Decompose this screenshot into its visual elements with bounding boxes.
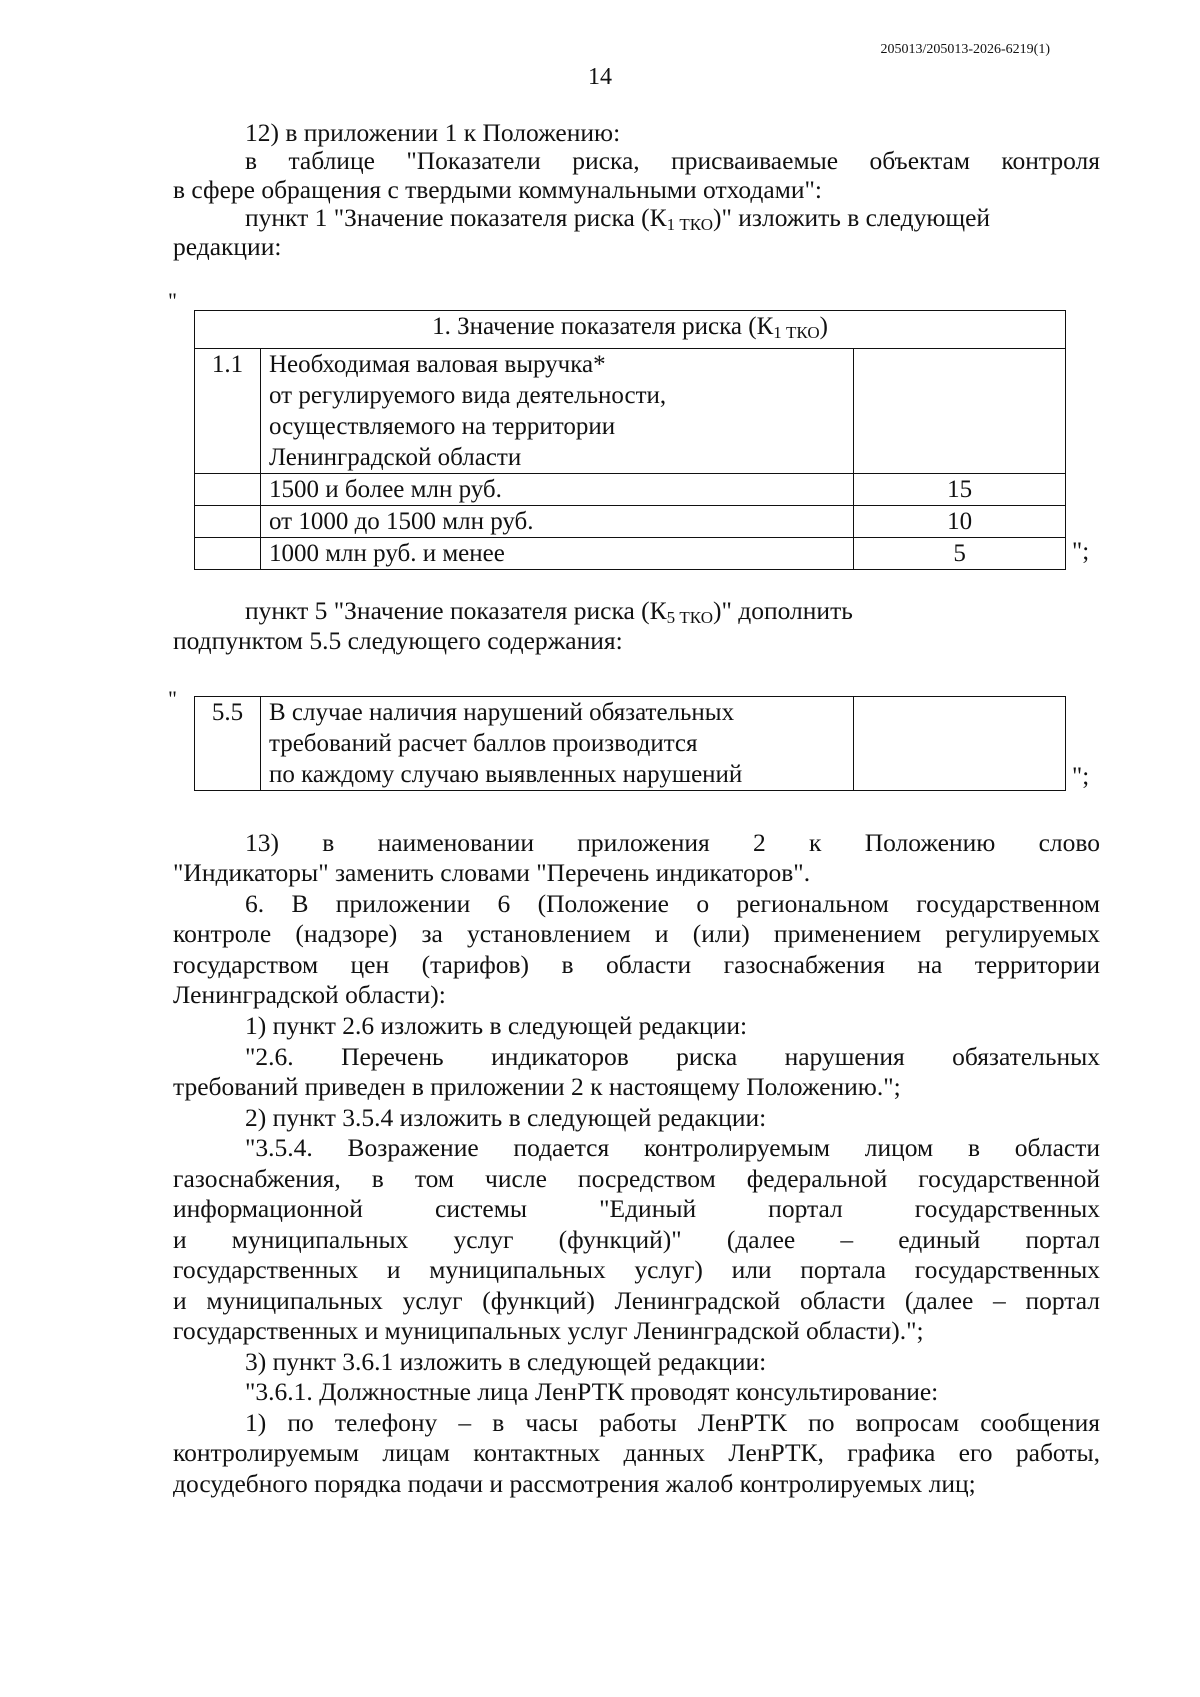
table-row xyxy=(195,506,1066,538)
text-line: государственных и муниципальных услуг) или портала государственных xyxy=(173,1255,1100,1284)
text-line: и муниципальных услуг (функций)" (далее – единый портал xyxy=(173,1225,1100,1254)
text-line: и муниципальных услуг (функций) Ленинградской области (далее – портал xyxy=(173,1286,1100,1315)
close-quote: "; xyxy=(1072,538,1090,565)
text-line: требований приведен в приложении 2 к настоящему Положению."; xyxy=(173,1072,901,1101)
row-label: 1500 и более млн руб. xyxy=(260,474,853,506)
text-line: пункт 5 "Значение показателя риска $(К_{5 ТКО})$" дополнить xyxy=(245,596,853,627)
open-quote: " xyxy=(168,686,177,711)
table-row xyxy=(195,474,1066,506)
row-value: 10 xyxy=(854,506,1066,538)
text-line: контролируемым лицам контактных данных ЛенРТК, графика его работы, xyxy=(173,1438,1100,1467)
document-number: 205013/205013-2026-6219(1) xyxy=(880,42,1050,57)
text-line: 2) пункт 3.5.4 изложить в следующей редакции: xyxy=(245,1103,767,1132)
row-number: 5.5 xyxy=(195,697,261,791)
row-value: 5 xyxy=(854,538,1066,570)
text-line: 1) по телефону – в часы работы ЛенРТК по вопросам сообщения xyxy=(245,1408,1100,1437)
row-value xyxy=(854,349,1066,474)
text-line: "3.5.4. Возражение подается контролируемым лицом в области xyxy=(245,1133,1100,1162)
text-line: пункт 1 "Значение показателя риска $(К_{1 ТКО})$" изложить в следующей xyxy=(245,203,991,234)
text-line: редакции: xyxy=(173,232,282,261)
text-line: 1) пункт 2.6 изложить в следующей редакции: xyxy=(245,1011,748,1040)
text-line: досудебного порядка подачи и рассмотрения жалоб контролируемых лиц; xyxy=(173,1469,976,1498)
open-quote: " xyxy=(168,288,177,313)
row-value xyxy=(854,697,1066,791)
risk-table-2 xyxy=(194,696,1066,791)
risk-table-1 xyxy=(194,310,1066,570)
row-label: В случае наличия нарушений обязательных требований расчет баллов производится по каждому случаю выявленных нарушений xyxy=(260,697,853,791)
text-line: информационной системы "Единый портал государственных xyxy=(173,1194,1100,1223)
text-line: государством цен (тарифов) в области газоснабжения на территории xyxy=(173,950,1100,979)
text-line: государственных и муниципальных услуг Ленинградской области)."; xyxy=(173,1316,924,1345)
page-number: 14 xyxy=(588,64,612,90)
text-line: 3) пункт 3.6.1 изложить в следующей редакции: xyxy=(245,1347,767,1376)
text-line: "3.6.1. Должностные лица ЛенРТК проводят консультирование: xyxy=(245,1377,939,1406)
text-line: газоснабжения, в том числе посредством федеральной государственной xyxy=(173,1164,1100,1193)
row-value: 15 xyxy=(854,474,1066,506)
row-label: Необходимая валовая выручка* от регулируемого вида деятельности, осуществляемого на территории Ленинградской области xyxy=(260,349,853,474)
row-label: от 1000 до 1500 млн руб. xyxy=(260,506,853,538)
text-line: "Индикаторы" заменить словами "Перечень индикаторов". xyxy=(173,858,811,887)
text-line: 12) в приложении 1 к Положению: xyxy=(245,118,621,147)
row-number: 1.1 xyxy=(195,349,261,474)
text-line: 13) в наименовании приложения 2 к Положению слово xyxy=(245,828,1100,857)
text-line: в таблице "Показатели риска, присваиваемые объектам контроля xyxy=(245,146,1100,175)
text-line xyxy=(245,596,1100,626)
row-label: 1000 млн руб. и менее xyxy=(260,538,853,570)
table-row xyxy=(195,349,1066,474)
text-line: подпунктом 5.5 следующего содержания: xyxy=(173,626,623,655)
table-row xyxy=(195,538,1066,570)
text-line: Ленинградской области): xyxy=(173,980,446,1009)
table-header-row xyxy=(195,311,1066,349)
table-row xyxy=(195,697,1066,791)
text-line: 6. В приложении 6 (Положение о региональном государственном xyxy=(245,889,1100,918)
text-line: в сфере обращения с твердыми коммунальными отходами": xyxy=(173,175,822,204)
text-line: контроле (надзоре) за установлением и (или) применением регулируемых xyxy=(173,919,1100,948)
close-quote: "; xyxy=(1072,763,1090,790)
text-line: "2.6. Перечень индикаторов риска нарушения обязательных xyxy=(245,1042,1100,1071)
table-header: 1. Значение показателя риска $(К_{1 ТКО})$ xyxy=(195,311,1066,349)
